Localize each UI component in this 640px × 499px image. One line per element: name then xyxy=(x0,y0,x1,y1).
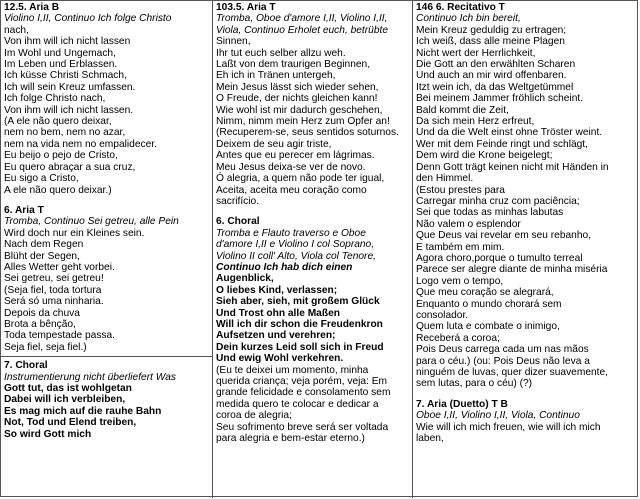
text-line: O liebes Kind, verlassen; xyxy=(216,284,338,296)
text-line: (Seja fiel, toda tortura xyxy=(4,284,102,296)
text-line: Ihr tut euch selber allzu weh. xyxy=(216,47,346,59)
text-line: coroa de alegria; xyxy=(216,410,292,422)
text-line: A ele não quero deixar.) xyxy=(4,184,112,196)
text-line: Denn Gott trägt keinen nicht mit Händen in xyxy=(416,161,609,173)
text-line: Bald kommt die Zeit, xyxy=(416,104,509,116)
text-line: Sieh aber, sieh, mit großem Glück xyxy=(216,296,380,308)
text-line: Gott tut, das ist wohlgetan xyxy=(4,383,132,394)
text-line: Sei que todas as minhas labutas xyxy=(416,207,564,219)
text-line: Logo vem o tempo, xyxy=(416,275,504,287)
text-line: Ich folge Christo nach, xyxy=(4,93,106,105)
text-line: Toda tempestade passa. xyxy=(4,330,116,342)
text-line: Aufsetzen und verehren; xyxy=(216,330,336,342)
text-line: Wird doch nur ein Kleines sein. xyxy=(4,227,145,239)
text-line: Wie will ich mich freuen, wie will ich mich xyxy=(416,421,601,433)
text-line: para o céu.) (ou: Pois Deus não leva a xyxy=(416,355,590,367)
text-line: Bei meinem Jammer fröhlich scheint. xyxy=(416,93,584,105)
text-line: Instrumentierung nicht überliefert Was xyxy=(4,371,176,383)
text-line: d'amore I,II e Violino I col Soprano, xyxy=(216,239,375,251)
text-line: laben, xyxy=(416,433,444,445)
text-line: (Eu te deixei um momento, minha xyxy=(216,364,369,376)
section-heading: 12.5. Aria B xyxy=(4,2,60,13)
text-line: Meu Jesus deixa-se ver de novo. xyxy=(216,161,366,173)
text-line: consolador. xyxy=(416,309,469,321)
text-line: (A ele não quero deixar, xyxy=(4,116,112,128)
text-line: (Estou prestes para xyxy=(416,184,505,196)
text-line: Sinnen, xyxy=(216,36,251,48)
text-line: (Recuperem-se, seus sentidos soturnos. xyxy=(216,127,399,139)
text-line: Es mag mich auf die rauhe Bahn xyxy=(4,405,162,417)
text-line: querida criança; veja porém, veja: Em xyxy=(216,376,388,387)
text-line: Que meu coração se alegrará, xyxy=(416,287,554,299)
text-line: Aceita, aceita meu coração como xyxy=(216,184,367,196)
section-separator xyxy=(4,196,209,205)
text-line: Augenblick, xyxy=(216,273,274,285)
text-line: Und Trost ohn alle Maßen xyxy=(216,307,340,319)
text-line: grande felicidade e consolamento sem xyxy=(216,387,391,399)
text-line: Wie wohl ist mir dadurch geschehen, xyxy=(216,104,383,116)
text-line: Violino II coll' Alto, Viola col Tenore, xyxy=(216,250,376,262)
column-3 xyxy=(413,1,639,498)
text-line: Ich küsse Christi Schmach, xyxy=(4,70,127,82)
column-2 xyxy=(213,1,413,498)
section-separator xyxy=(1,356,212,357)
text-line: Agora choro,porque o tumulto terreal xyxy=(416,252,583,264)
text-line: Eu quero abraçar a sua cruz, xyxy=(4,161,136,173)
text-line: Eu beijo o pejo de Cristo, xyxy=(4,150,118,162)
section-heading: 103.5. Aria T xyxy=(216,2,276,13)
text-line: Depois da chuva xyxy=(4,307,80,319)
text-line: sem lutas, para o céu) (?) xyxy=(416,378,533,390)
text-line: Quem luta e combate o inimigo, xyxy=(416,321,560,333)
text-line: Will ich dir schon die Freudenkron xyxy=(216,318,383,330)
text-line: Ich weiß, dass alle meine Plagen xyxy=(416,36,565,48)
section-separator xyxy=(416,390,636,399)
text-line: Die Gott an den erwählten Scharen xyxy=(416,59,576,71)
text-line: Mein Jesus lässt sich wieder sehen, xyxy=(216,81,379,93)
text-line: nem na vida nem no empalidecer. xyxy=(4,138,157,150)
text-line: Continuo Ich bin bereit, xyxy=(416,13,521,25)
text-line: Von ihm will ich nicht lassen. xyxy=(4,104,134,116)
text-line: Carregar minha cruz com paciência; xyxy=(416,195,580,207)
text-line: Dabei will ich verbleiben, xyxy=(4,394,126,406)
text-line: Ó alegria, a quem não pode ter igual, xyxy=(216,173,385,185)
text-line: Nach dem Regen xyxy=(4,239,84,251)
text-line: So wird Gott mich xyxy=(4,428,92,440)
section-heading: 7. Aria (Duetto) T B xyxy=(416,398,508,410)
text-line: Dein kurzes Leid soll sich in Freud xyxy=(216,341,384,353)
section-heading: 146 6. Recitativo T xyxy=(416,2,505,13)
text-line: Viola, Continuo Erholet euch, betrübte xyxy=(216,24,388,36)
text-line: Von ihm will ich nicht lassen xyxy=(4,36,131,48)
text-line: Eh ich in Tränen untergeh, xyxy=(216,70,336,82)
text-line: sacrifício. xyxy=(216,195,260,207)
text-line: Brota a bênção, xyxy=(4,318,76,330)
section-heading: 6. Aria T xyxy=(4,204,44,216)
text-line: Enquanto o mundo chorará sem xyxy=(416,298,562,310)
text-line: Sei getreu, sei getreu! xyxy=(4,273,104,285)
text-line: Und auch an mir wird offenbaren. xyxy=(416,70,567,82)
text-line: den Himmel. xyxy=(416,173,474,185)
text-line: Antes que eu perecer em lágrimas. xyxy=(216,150,375,162)
text-line: Tromba, Continuo Sei getreu, alle Pein xyxy=(4,216,179,228)
text-line: Da sich mein Herz erfreut, xyxy=(416,116,535,128)
text-line: Tromba e Flauto traverso e Oboe xyxy=(216,227,366,239)
text-line: para alegria e bem-estar eterno.) xyxy=(216,433,365,445)
text-line: Dem wird die Krone beigelegt; xyxy=(416,150,553,162)
text-line: Wer mit dem Feinde ringt und schlägt, xyxy=(416,138,588,150)
text-line: Seja fiel, seja fiel.) xyxy=(4,341,87,353)
text-line: Violino I,II, Continuo Ich folge Christo xyxy=(4,13,172,25)
text-line: Alles Wetter geht vorbei. xyxy=(4,261,115,273)
text-line: nem no bem, nem no azar, xyxy=(4,127,126,139)
text-line: Laßt von dem traurigen Beginnen, xyxy=(216,59,371,71)
text-line: E também em mim. xyxy=(416,241,505,253)
text-line: Parece ser alegre diante de minha miséria xyxy=(416,264,608,276)
section-heading: 6. Choral xyxy=(216,216,260,228)
text-line: medida quero te colocar e dedicar a xyxy=(216,398,379,410)
text-line: Pois Deus carrega cada um nas mãos xyxy=(416,344,589,356)
text-line: Im Leben und Erblassen. xyxy=(4,59,118,71)
text-line: Ich will sein Kreuz umfassen. xyxy=(4,81,136,93)
text-line: Receberá a coroa; xyxy=(416,332,500,344)
text-line: Im Wohl und Ungemach, xyxy=(4,47,116,59)
text-line: Und da die Welt einst ohne Tröster weint. xyxy=(416,127,603,139)
text-line: Blüht der Segen, xyxy=(4,250,80,262)
text-line: Tromba, Oboe d'amore I,II, Violino I,II, xyxy=(216,13,388,25)
text-line: O Freude, der nichts gleichen kann! xyxy=(216,93,378,105)
text-line: Not, Tod und Elend treiben, xyxy=(4,417,137,429)
section-heading: 7. Choral xyxy=(4,360,48,372)
text-line: Que Deus vai revelar em seu rebanho, xyxy=(416,230,591,242)
text-line: Oboe I,II, Violino I,II, Viola, Continuo xyxy=(416,410,580,422)
text-line: Eu sigo a Cristo, xyxy=(4,173,79,185)
text-line: ninguém de luvas, quer dizer suavemente, xyxy=(416,367,608,378)
text-line: Nicht wert der Herrlichkeit, xyxy=(416,47,536,59)
text-line: Não valem o esplendor xyxy=(416,218,521,230)
text-line: Mein Kreuz geduldig zu ertragen; xyxy=(416,24,567,36)
text-line: Itzt wein ich, da das Weltgetümmel xyxy=(416,81,574,93)
text-line: nach, xyxy=(4,24,29,36)
text-line: Seu sofrimento breve será ser voltada xyxy=(216,421,389,433)
text-line: Continuo Ich hab dich einen xyxy=(216,261,353,273)
text-line: Nimm, nimm mein Herz zum Opfer an! xyxy=(216,116,390,128)
text-line: Deixem de seu agir triste, xyxy=(216,138,332,150)
text-line: Und ewig Wohl verkehren. xyxy=(216,353,344,365)
section-separator xyxy=(216,207,409,216)
text-line: Será só uma ninharia. xyxy=(4,296,104,308)
column-1 xyxy=(1,1,213,498)
